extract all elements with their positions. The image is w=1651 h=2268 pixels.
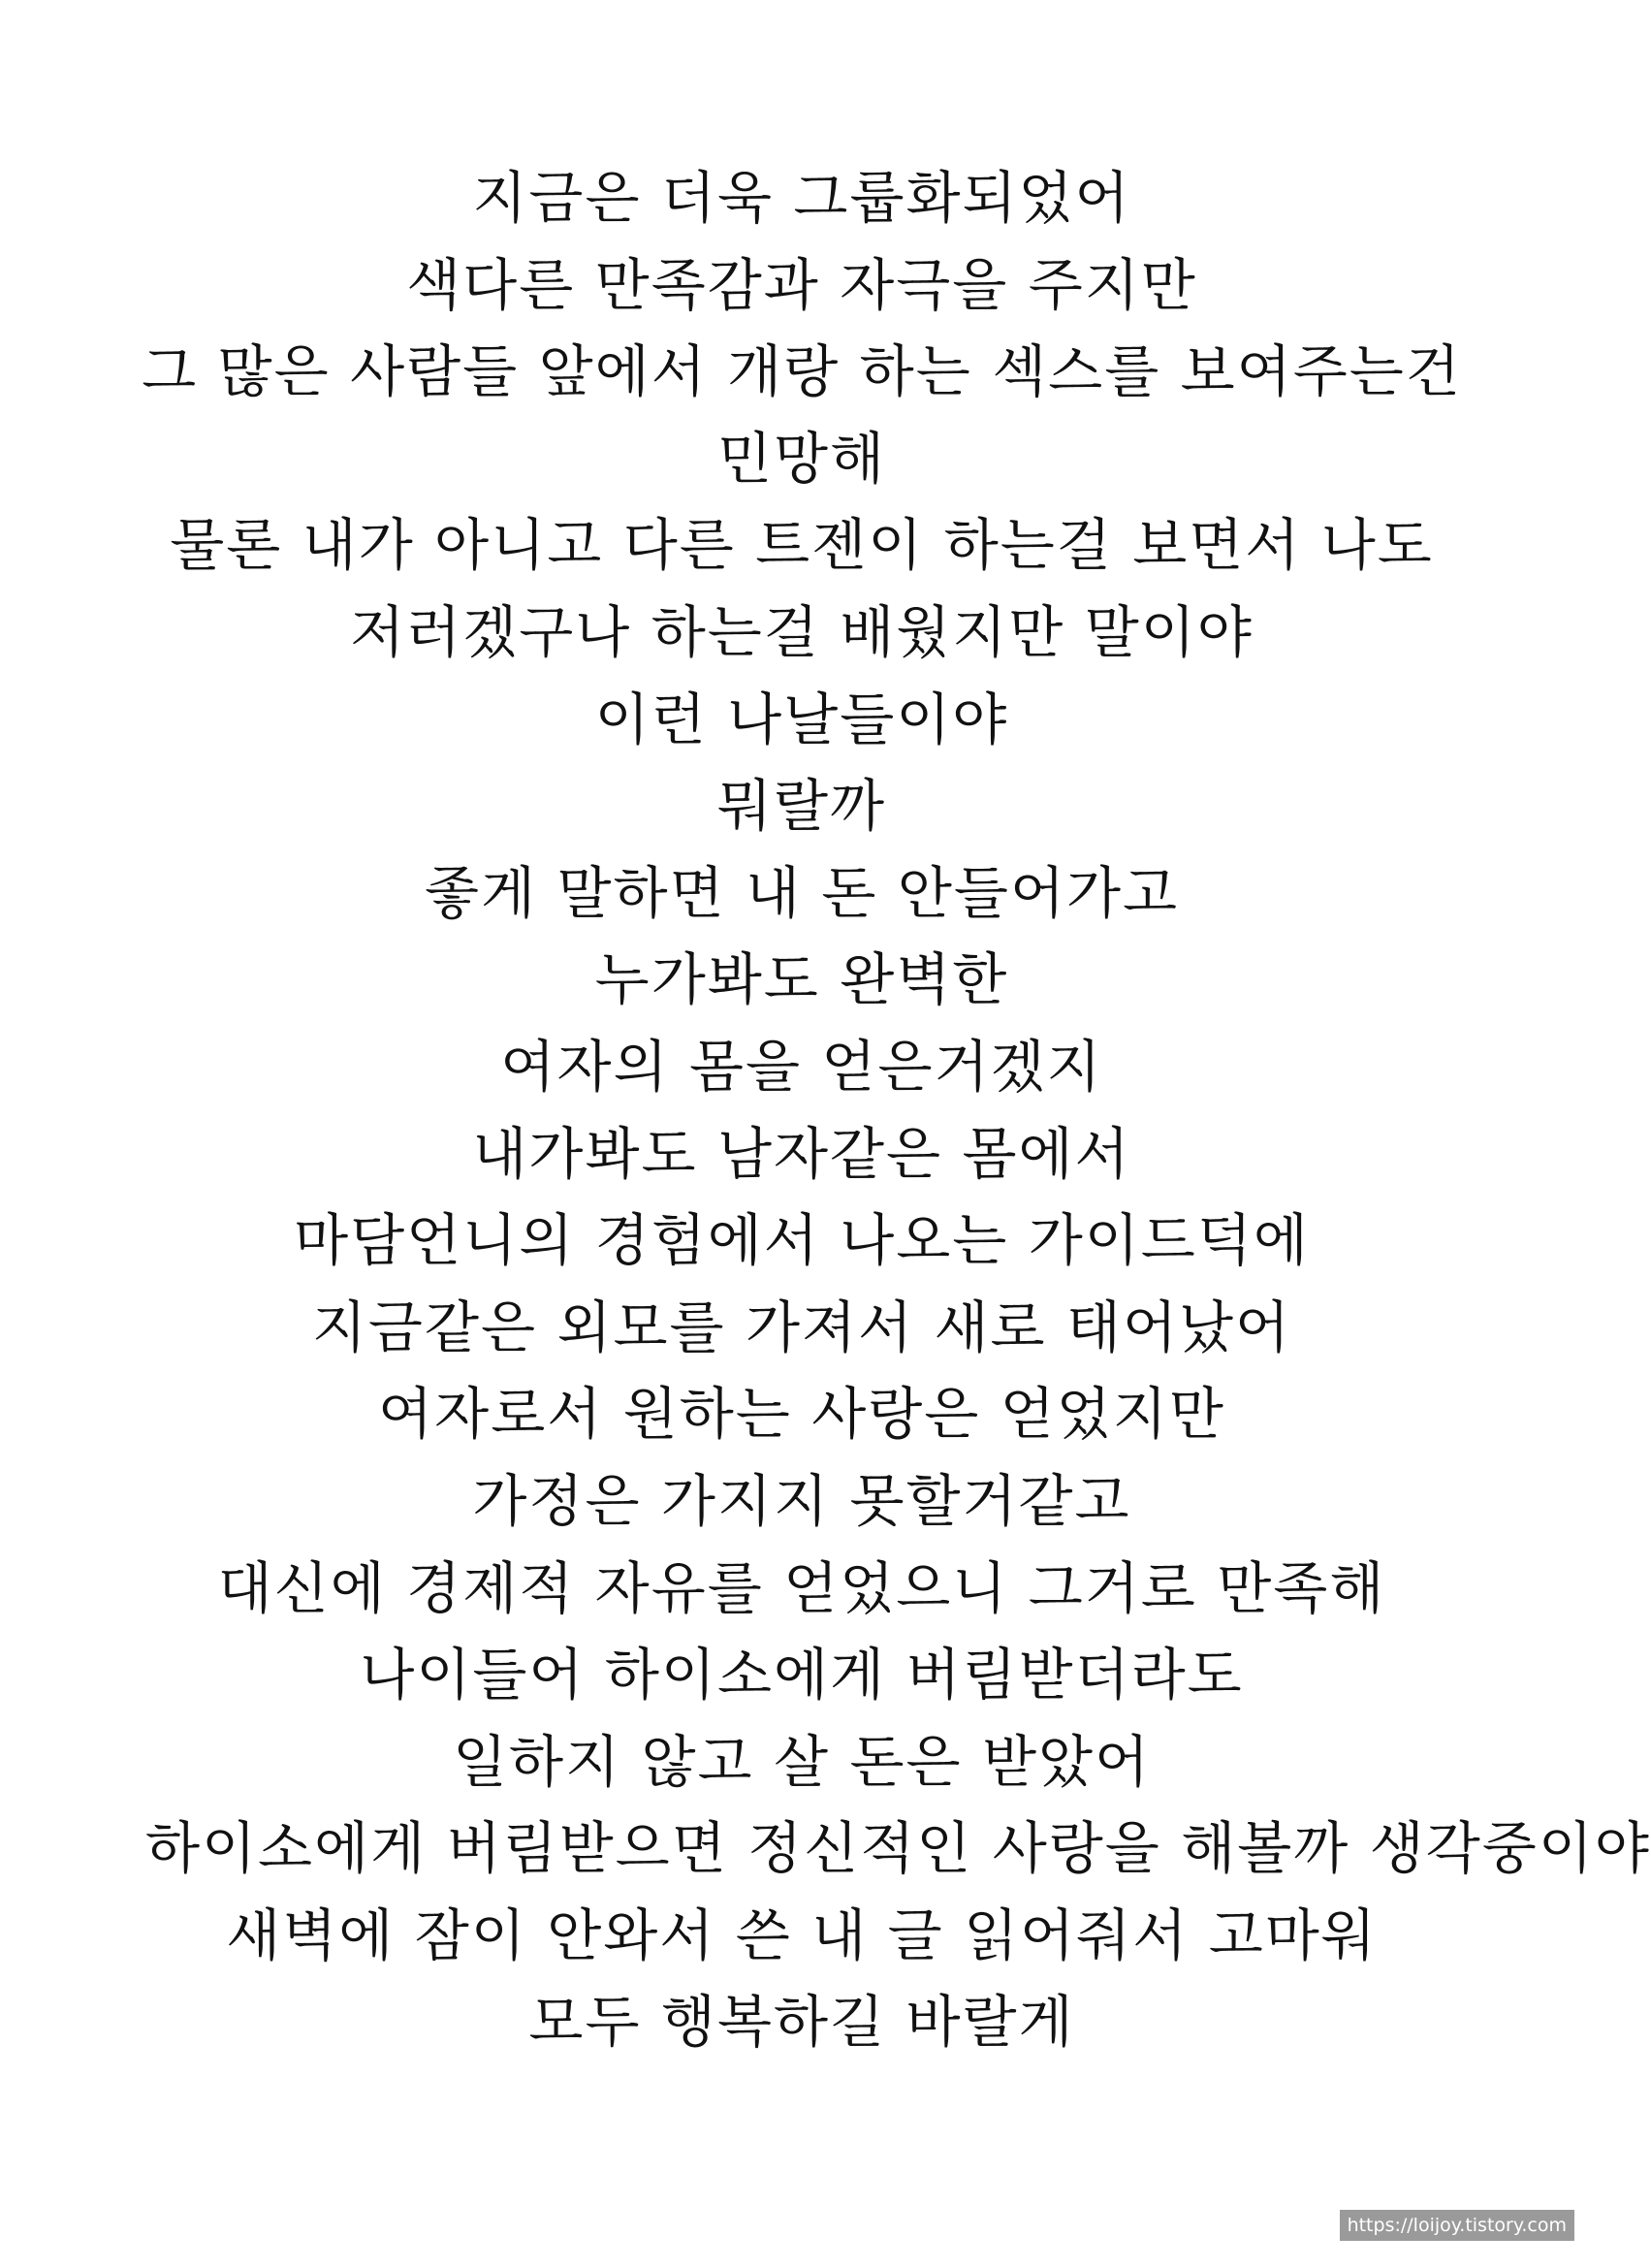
text-line: 새벽에 잠이 안와서 쓴 내 글 읽어줘서 고마워 bbox=[226, 1901, 1378, 1968]
text-line: 좋게 말하면 내 돈 안들어가고 bbox=[424, 859, 1180, 926]
text-line: 여자의 몸을 얻은거겠지 bbox=[500, 1033, 1103, 1100]
text-line: 모두 행복하길 바랄게 bbox=[528, 1989, 1075, 2056]
text-line: 이런 나날들이야 bbox=[594, 686, 1009, 752]
text-line: 일하지 않고 살 돈은 받았어 bbox=[452, 1728, 1152, 1795]
source-watermark: https://loijoy.tistory.com bbox=[1340, 2210, 1574, 2241]
text-line: 물론 내가 아니고 다른 트젠이 하는걸 보면서 나도 bbox=[170, 512, 1434, 579]
text-line: 뭐랄까 bbox=[716, 773, 887, 840]
text-line: 민망해 bbox=[716, 425, 887, 492]
text-line: 지금은 더욱 그룹화되었어 bbox=[472, 165, 1131, 231]
text-line: 마담언니의 경험에서 나오는 가이드덕에 bbox=[294, 1207, 1310, 1274]
text-line: 지금같은 외모를 가져서 새로 태어났어 bbox=[311, 1294, 1292, 1360]
text-lines bbox=[0, 155, 1651, 2066]
text-line: 하이소에게 버림받으면 정신적인 사랑을 해볼까 생각중이야 bbox=[145, 1815, 1651, 1882]
text-line: 대신에 경제적 자유를 얻었으니 그거로 만족해 bbox=[217, 1554, 1386, 1621]
text-line: 여자로서 원하는 사랑은 얻었지만 bbox=[378, 1381, 1225, 1448]
text-line: 가정은 가지지 못할거같고 bbox=[472, 1467, 1131, 1534]
text-line: 저러겠구나 하는걸 배웠지만 말이야 bbox=[350, 598, 1254, 665]
text-line: 나이들어 하이소에게 버림받더라도 bbox=[360, 1642, 1244, 1709]
text-line: 내가봐도 남자같은 몸에서 bbox=[472, 1120, 1131, 1187]
text-line: 색다른 만족감과 자극을 주지만 bbox=[406, 251, 1197, 318]
text-line: 누가봐도 완벽한 bbox=[594, 946, 1009, 1013]
text-line: 그 많은 사람들 앞에서 개랑 하는 섹스를 보여주는건 bbox=[142, 338, 1462, 405]
